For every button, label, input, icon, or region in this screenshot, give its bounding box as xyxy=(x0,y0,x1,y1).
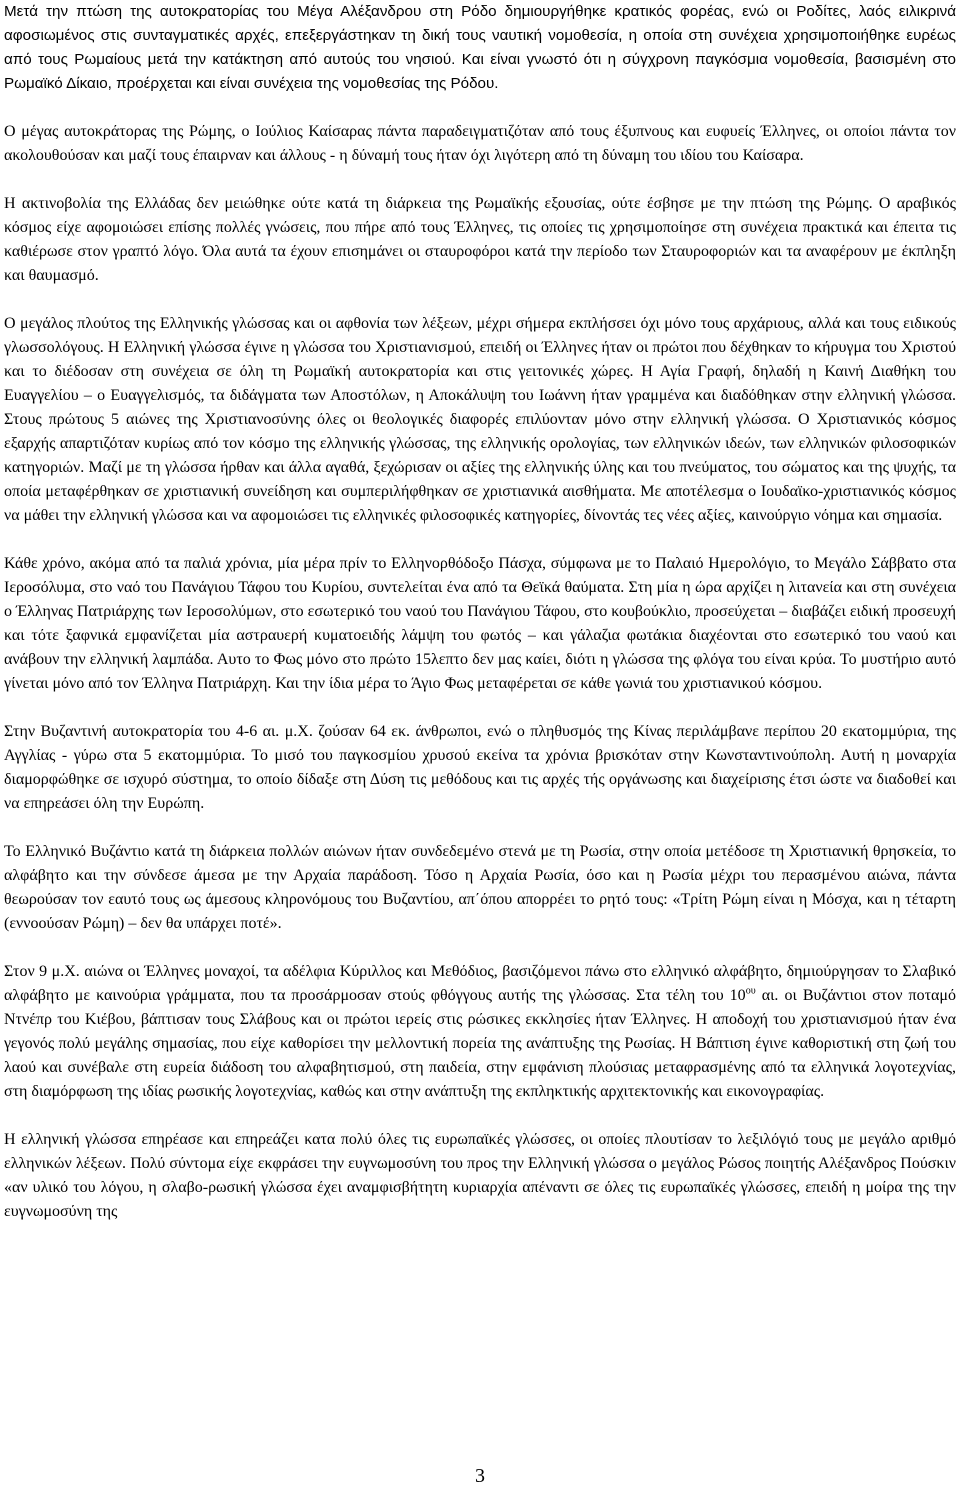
paragraph-greek-language-christianity: Ο μεγάλος πλούτος της Ελληνικής γλώσσας και οι αφθονία των λέξεων, μέχρι σήμερα εκπλήσσει όχι μόνο τους αρχάριους, αλλά και τους ειδικούς γλωσσολόγους. Η Ελληνική γλώσσα έγινε η γλώσσα του Χριστιανισμού, επειδή οι Έλληνες ήταν οι πρώτοι που δέχθηκαν το κήρυγμα του Χριστού και το διέδοσαν στη συνέχεια σε όλη τη Ρωμαϊκή αυτοκρατορία και στις γειτονικές χώρες. Η Αγία Γραφή, δηλαδή η Καινή Διαθήκη του Ευαγγελίου – ο Ευαγγελισμός, τα διδάγματα των Αποστόλων, η Αποκάλυψη του Ιωάννη ήταν γραμμένα και διαδόθηκαν στην ελληνική γλώσσα. Στους πρώτους 5 αιώνες της Χριστιανοσύνης όλες οι θεολογικές διαφορές επιλύονταν μόνο στην ελληνική γλώσσα. Ο Χριστιανικός κόσμος εξαρχής απαρτιζόταν κυρίως από τον κόσμο της ελληνικής γλώσσας, της ελληνικής ορολογίας, των ελληνικών ιδεών, των ελληνικών φιλοσοφικών κατηγοριών. Μαζί με τη γλώσσα ήρθαν και άλλα αγαθά, ξεχώρισαν οι αξίες της ελληνικής ύλης και του πνεύματος, του σώματος και της ψυχής, τα οποία μεταφέρθηκαν σε χριστιανική συνείδηση και συμπεριλήφθηκαν σε χριστιανικά αισθήματα. Με αποτέλεσμα ο Ιουδαϊκο-χριστιανικός κόσμος να μάθει την ελληνική γλώσσα και να αφομοιώσει τις ελληνικές φιλοσοφικές κατηγορίες, δίνοντάς τες νέες αξίες, καινούργιο νόημα και σημασία. xyxy=(4,315,956,524)
paragraph-cyril-methodius xyxy=(4,960,956,1104)
paragraph-cyril-methodius-part2: αι. οι Βυζάντιοι στον ποταμό Ντνέπρ του Κιέβου, βάπτισαν τους Σλάβους και οι πρώτοι ιερείς στις ρώσικες εκκλησίες ήταν Έλληνες. Η αποδοχή του χριστιανισμού ήταν ένα γεγονός πολύ μεγάλης σημασίας, που είχε καθορίσει την μελλοντική πορεία της ανάπτυξης της Ρωσίας. Η Βάπτιση έγινε καθοριστική στη ζωή του λαού και συνέβαλε στη ευρεία διάδοση του αλφαβητισμού, στη παιδεία, στην εμφάνιση πλούσιας μεταφρασμένης από τα ελληνικά λογοτεχνίας, στη διαμόρφωση της ιδίας ρωσικής λογοτεχνίας, καθώς και στην ανάπτυξη της εκπληκτικής αρχιτεκτονικής και εικονογραφίας. xyxy=(4,987,957,1100)
paragraph-rhodes-law: Μετά την πτώση της αυτοκρατορίας του Μέγα Αλέξανδρου στη Ρόδο δημιουργήθηκε κρατικός φορέας, ενώ οι Ροδίτες, λαός ειλικρινά αφοσιωμένος στις συνταγματικές αρχές, επεξεργάστηκαν τη δική τους ναυτική νομοθεσία, η οποία στη συνέχεια χρησιμοποιήθηκε ευρέως από τους Ρωμαίους μετά την κατάκτηση από αυτούς του νησιού. Και είναι γνωστό ότι η σύγχρονη παγκόσμια νομοθεσία, βασισμένη στο Ρωμαϊκό Δίκαιο, προέρχεται και είναι συνέχεια της νομοθεσίας της Ρόδου. xyxy=(4,3,956,92)
ordinal-superscript: ου xyxy=(745,985,756,997)
paragraph-cyril-methodius-part1: Στον 9 μ.Χ. αιώνα οι Έλληνες μοναχοί, τα αδέλφια Κύριλλος και Μεθόδιος, βασιζόμενοι πάνω στο ελληνικό αλφάβητο, δημιούργησαν το Σλαβικό αλφάβητο με καινούρια γράμματα, που τα προσάρμοσαν στούς φθόγγους αυτής της γλώσσας. Στα τέλη του 10 xyxy=(4,963,956,1004)
page-number: 3 xyxy=(475,1465,485,1487)
paragraph-greek-radiance: Η ακτινοβολία της Ελλάδας δεν μειώθηκε ούτε κατά τη διάρκεια της Ρωμαϊκής εξουσίας, ούτε έσβησε με την πτώση της Ρώμης. Ο αραβικός κόσμος είχε αφομοιώσει επίσης πολλές γνώσεις, που πήρε από τους Έλληνες, τις οποίες τις χρησιμοποίησε στη συνέχεια πρακτικά και έπειτα τις καθιέρωσε στον γραπτό λόγο. Όλα αυτά τα έχουν επισημάνει οι σταυροφόροι κατά την περίοδο των Σταυροφοριών και τα αναφέρουν με έκπληξη και θαυμασμό. xyxy=(4,195,956,284)
document-page xyxy=(4,0,956,1248)
paragraph-greek-influence-languages: Η ελληνική γλώσσα επηρέασε και επηρεάζει κατα πολύ όλες τις ευρωπαϊκές γλώσσες, οι οποίες πλουτίσαν το λεξιλόγιό τους με μεγάλο αριθμό ελληνικών λέξεων. Πολύ σύντομα είχε εκφράσει την ευγνωμοσύνη του προς την Ελληνική γλώσσα ο μεγάλος Ρώσος ποιητής Αλέξανδρος Πούσκιν «αν υλικό του λόγου, η σλαβο-ρωσική γλώσσα έχει αναμφισβήτητη κυριαρχία απέναντι σε όλες τις ευρωπαϊκές γλώσσες, επειδή η μοίρα της την ευγνωμοσύνη της xyxy=(4,1131,956,1220)
paragraph-holy-fire: Κάθε χρόνο, ακόμα από τα παλιά χρόνια, μία μέρα πρίν το Ελληνορθόδοξο Πάσχα, σύμφωνα με το Παλαιό Ημερολόγιο, το Μεγάλο Σάββατο στα Ιεροσόλυμα, στο ναό του Πανάγιου Τάφου του Κυρίου, συντελείται ένα από τα Θεϊκά θαύματα. Στη μία η ώρα αρχίζει η λιτανεία και στη συνέχεια ο Έλληνας Πατριάρχης των Ιεροσολύμων, στο εσωτερικό του ναού του Πανάγιου Τάφου, στο κουβούκλιο, προσεύχεται – διαβάζει ειδική προσευχή και τότε ξαφνικά εμφανίζεται μία αστραυερή κυματοειδής λάμψη του φωτός – και γάλαζια φωτάκια διαχέονται στο εσωτερικό του ναού και ανάβουν την ελληνική λαμπάδα. Αυτο το Φως μόνο στο πρώτο 15λεπτο δεν μας καίει, διότι η γλώσσα της φλόγα του είναι κρύα. Το μυστήριο αυτό γίνεται μόνο από τον Έλληνα Πατριάρχη. Και την ίδια μέρα το Άγιο Φως μεταφέρεται σε κάθε γωνιά του χριστιανικού κόσμου. xyxy=(4,555,956,692)
paragraph-julius-caesar: Ο μέγας αυτοκράτορας της Ρώμης, ο Ιούλιος Καίσαρας πάντα παραδειγματιζόταν από τους έξυπνους και ευφυείς Έλληνες, οι οποίοι πάντα τον ακολουθούσαν και μαζί τους έπαιρναν και άλλους - η δύναμή τους ήταν όχι λιγότερη από τη δύναμη του ιδίου του Καίσαρα. xyxy=(4,123,956,164)
paragraph-byzantium-russia: Το Ελληνικό Βυζάντιο κατά τη διάρκεια πολλών αιώνων ήταν συνδεδεμένο στενά με τη Ρωσία, στην οποία μετέδοσε τη Χριστιανική θρησκεία, το αλφάβητο και την σύνδεσε άμεσα με την Αρχαία παράδοση. Τόσο η Αρχαία Ρωσία, όσο και η Ρωσία μέχρι του περασμένου αιώνα, πάντα θεωρούσαν τον εαυτό τους ως άμεσους κληρονόμους του Βυζαντίου, απ΄όπου απορρέει το ρητό τους: «Τρίτη Ρώμη είναι η Μόσχα, και η τέταρτη (εννοούσαν Ρώμη) – δεν θα υπάρχει ποτέ». xyxy=(4,843,956,932)
paragraph-byzantine-empire: Στην Βυζαντινή αυτοκρατορία του 4-6 αι. μ.Χ. ζούσαν 64 εκ. άνθρωποι, ενώ ο πληθυσμός της Κίνας περιλάμβανε περίπου 20 εκατομμύρια, της Αγγλίας - γύρω στα 5 εκατομμύρια. Το μισό του παγκοσμίου χρυσού εκείνα τα χρόνια βρισκόταν στην Κωνσταντινούπολη. Αυτή η μοναρχία διαμορφώθηκε σε ισχυρό σύστημα, το οποίο δίδαξε στη Δύση τις μεθόδους και τις αρχές τής οργάνωσης και διαχείρισης έτσι ώστε να διαδοθεί και να επηρεάσει όλη την Ευρώπη. xyxy=(4,723,956,812)
